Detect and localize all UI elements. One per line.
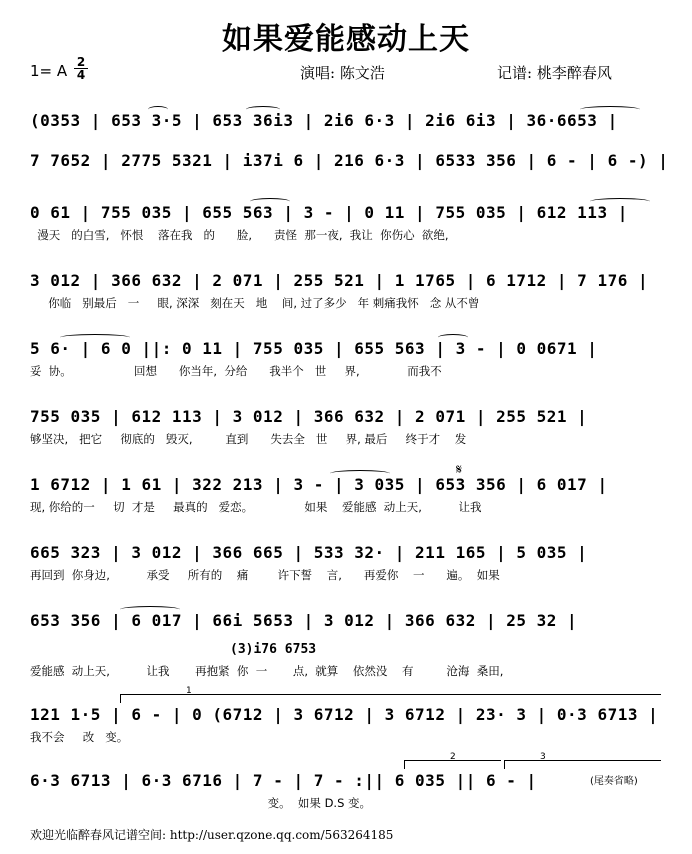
row-notes: 121 1·5 | 6 - | 0 (6712 | 3 6712 | 3 6712 | 23· 3 | 0·3 6713 |	[30, 705, 659, 724]
row-lyrics: 变。 如果 D.S 变。	[30, 796, 372, 810]
row-notes: 6·3 6713 | 6·3 6716 | 7 - | 7 - :|| 6 035 || 6 - |	[30, 771, 537, 790]
row-lyrics: 我不会 改 变。	[30, 730, 129, 744]
variant-notes: (3)i76 6753	[230, 642, 317, 657]
row-notes: 3 012 | 366 632 | 2 071 | 255 521 | 1 1765 | 6 1712 | 7 176 |	[30, 271, 649, 290]
notator-credit: 记谱: 桃李醉春风	[497, 64, 612, 82]
slur	[330, 470, 390, 477]
slur	[250, 198, 290, 205]
slur	[120, 606, 180, 613]
time-signature-top: 2	[76, 55, 86, 69]
row-notes: (0353 | 653 3·5 | 653 36i3 | 2i6 6·3 | 2i6 6i3 | 36·6653 |	[30, 111, 618, 130]
row-notes: 1 6712 | 1 61 | 322 213 | 3 - | 3 035 | 653 356 | 6 017 |	[30, 475, 608, 494]
slur	[438, 334, 468, 341]
tail-omitted-note: (尾奏省略)	[590, 776, 638, 787]
slur	[580, 106, 640, 113]
row-notes: 5 6· | 6 0 ||: 0 11 | 755 035 | 655 563 | 3 - | 0 0671 |	[30, 339, 598, 358]
song-title: 如果爱能感动上天	[222, 22, 470, 57]
row-lyrics: 够坚决, 把它 彻底的 毁灭, 直到 失去全 世 界, 最后 终于才 发	[30, 432, 467, 446]
segno-sign: 𝄋	[456, 462, 463, 478]
row-lyrics: 你临 别最后 一 眼, 深深 刻在天 地 间, 过了多少 年 刺痛我怀 念 从不曾	[30, 296, 480, 310]
row-lyrics	[30, 174, 660, 192]
slur	[148, 106, 168, 113]
row-notes: 0 61 | 755 035 | 655 563 | 3 - | 0 11 | 755 035 | 612 113 |	[30, 203, 628, 222]
row-notes: 755 035 | 612 113 | 3 012 | 366 632 | 2 071 | 255 521 |	[30, 407, 588, 426]
row-lyrics: 漫天 的白雪, 怀恨 落在我 的 脸, 责怪 那一夜, 我让 你伤心 欲绝,	[30, 228, 449, 242]
row-lyrics: 再回到 你身边, 承受 所有的 痛 许下誓 言, 再爱你 一 遍。 如果	[30, 568, 500, 582]
row-lyrics: 爱能感 动上天, 让我 再抱紧 你 一 点, 就算 依然没 有 沧海 桑田,	[30, 664, 504, 678]
row-notes: 653 356 | 6 017 | 66i 5653 | 3 012 | 366 632 | 25 32 |	[30, 611, 578, 630]
slur	[590, 198, 650, 205]
second-ending-number: 2	[450, 752, 456, 762]
singer-credit: 演唱: 陈文浩	[300, 64, 385, 82]
row-lyrics: 现, 你给的一 切 才是 最真的 爱恋。 如果 爱能感 动上天, 让我	[30, 500, 482, 514]
key-signature: 1= A	[30, 62, 68, 80]
first-ending-bracket	[120, 694, 661, 703]
first-ending-number: 1	[186, 686, 192, 696]
footer-link-text: 欢迎光临醉春风记谱空间: http://user.qzone.qq.com/563264185	[30, 828, 394, 842]
row-lyrics: 妥 协。 回想 你当年, 分给 我半个 世 界, 而我不	[30, 364, 442, 378]
third-ending-bracket	[504, 760, 661, 769]
slur	[246, 106, 280, 113]
row-notes: 7 7652 | 2775 5321 | i37i 6 | 216 6·3 | 6533 356 | 6 - | 6 -) |	[30, 151, 669, 170]
row-notes: 665 323 | 3 012 | 366 665 | 533 32· | 211 165 | 5 035 |	[30, 543, 588, 562]
slur	[60, 334, 130, 341]
third-ending-number: 3	[540, 752, 546, 762]
time-signature-bottom: 4	[74, 68, 88, 81]
time-signature	[74, 56, 88, 81]
